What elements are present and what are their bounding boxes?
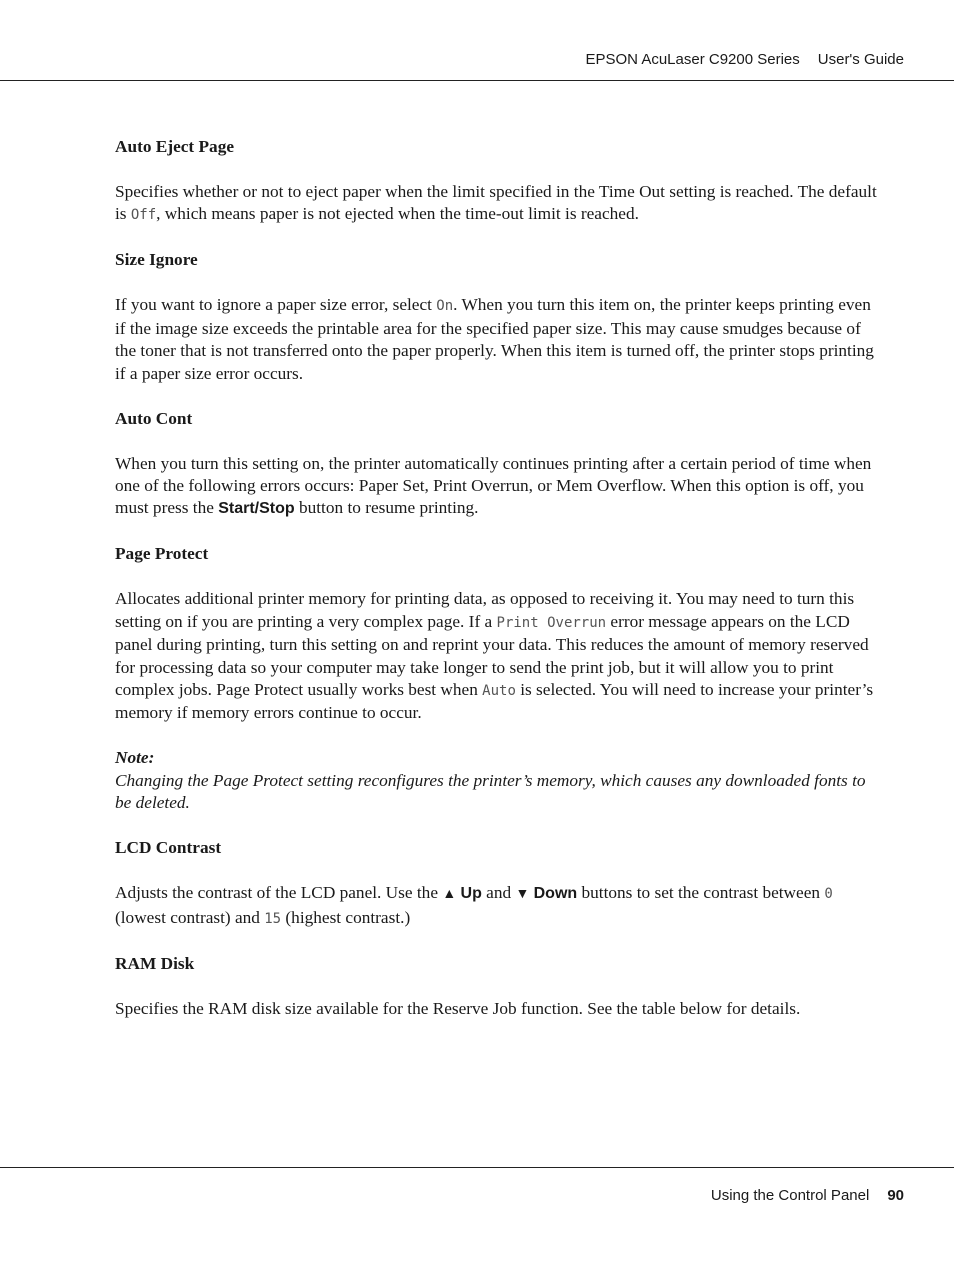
text-segment: (lowest contrast) and <box>115 907 265 927</box>
footer-rule <box>0 1167 954 1168</box>
text-segment: When you turn this setting on, the printer automatically continues printing after a certain period of time when one of the following errors occurs: Paper Set, Print Overrun, or Mem Overflow. When this option is off, you must press the <box>115 453 872 518</box>
page-number: 90 <box>887 1187 904 1204</box>
up-arrow-icon: ▲ <box>442 887 457 903</box>
text-segment: If you want to ignore a paper size error, select <box>115 295 437 315</box>
code-print-overrun: Print Overrun <box>496 614 607 631</box>
paragraph-auto-cont <box>115 453 885 521</box>
code-off: Off <box>130 207 157 224</box>
text-segment: buttons to set the contrast between <box>577 883 825 903</box>
header-guide: User's Guide <box>817 51 904 68</box>
text-segment: (highest contrast.) <box>281 907 411 927</box>
heading-size-ignore: Size Ignore <box>115 250 198 270</box>
paragraph-auto-eject-page <box>115 181 885 227</box>
heading-lcd-contrast: LCD Contrast <box>115 838 222 858</box>
text-segment: button to resume printing. <box>294 498 479 518</box>
heading-auto-cont: Auto Cont <box>115 408 193 428</box>
text-segment: and <box>481 883 516 903</box>
code-fifteen: 15 <box>264 910 282 927</box>
text-segment: Specifies whether or not to eject paper when the limit specified in the Time Out setting is reached. The default is <box>115 182 877 224</box>
code-zero: 0 <box>824 886 833 903</box>
note-title: Note: <box>115 748 155 768</box>
footer-section: Using the Control Panel <box>710 1187 870 1204</box>
heading-ram-disk: RAM Disk <box>115 953 195 973</box>
heading-auto-eject-page: Auto Eject Page <box>115 137 235 156</box>
start-stop-button-label: Start/Stop <box>218 500 295 518</box>
paragraph-page-protect <box>115 588 885 724</box>
down-button-label: Down <box>533 885 578 903</box>
page-content <box>115 136 885 1043</box>
text-segment: . When you turn this item on, the printer keeps printing even if the image size exceeds the printable area for the specified paper size. This may cause smudges because of the toner that is not transferred onto the paper properly. When this item is turned off, the printer stops printing if a paper size error occurs. <box>115 295 874 383</box>
code-auto: Auto <box>482 683 516 700</box>
text-segment: Adjusts the contrast of the LCD panel. Use the <box>115 883 443 903</box>
text-segment: is selected. You will need to increase your printer’s memory if memory errors continue to occur. <box>115 680 874 723</box>
header-rule <box>0 80 954 81</box>
page-header <box>585 51 904 68</box>
header-product: EPSON AcuLaser C9200 Series <box>585 51 800 68</box>
up-button-label: Up <box>460 885 482 903</box>
text-segment: , which means paper is not ejected when the time-out limit is reached. <box>156 204 639 224</box>
text-segment: Allocates additional printer memory for printing data, as opposed to receiving it. You may need to turn this setting on if you are printing a very complex page. If a <box>115 589 855 631</box>
paragraph-ram-disk: Specifies the RAM disk size available for the Reserve Job function. See the table below for details. <box>115 998 801 1018</box>
down-arrow-icon: ▼ <box>515 887 530 903</box>
text-segment: error message appears on the LCD panel during printing, turn this setting on and reprint your data. This reduces the amount of memory reserved for processing data so your computer may take longer to send the print job, but it will allow you to print complex jobs. Page Protect usually works best when <box>115 611 869 700</box>
paragraph-size-ignore <box>115 294 885 385</box>
code-on: On <box>436 298 454 315</box>
heading-page-protect: Page Protect <box>115 544 209 564</box>
paragraph-lcd-contrast <box>115 882 885 930</box>
page-footer <box>711 1187 904 1204</box>
note-body: Changing the Page Protect setting reconfigures the printer’s memory, which causes any downloaded fonts to be deleted. <box>115 770 866 813</box>
